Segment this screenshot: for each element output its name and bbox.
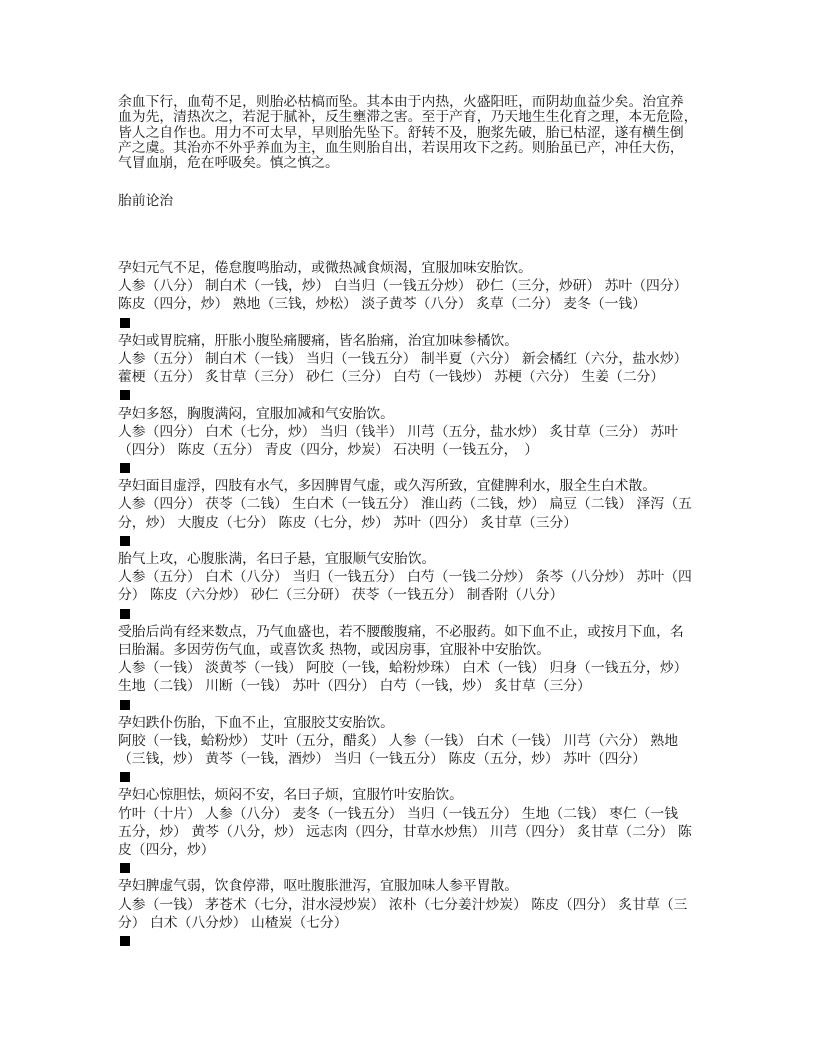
ingredient-line: 人参（五分） 制白术（一钱） 当归（一钱五分） 制半夏（六分） 新会橘红（六分，盐水炒） bbox=[118, 350, 688, 367]
intro-line: 气冒血崩，危在呼吸矣。慎之慎之。 bbox=[118, 155, 339, 172]
black-square-icon bbox=[120, 390, 130, 400]
ingredient-line: 人参（八分） 制白术（一钱，炒） 白当归（一钱五分炒） 砂仁（三分，炒研） 苏叶（四分） bbox=[118, 278, 688, 295]
indication-text: 孕妇脾虚气弱，饮食停滞，呕吐腹胀泄泻，宜服加味人参平胃散。 bbox=[118, 878, 519, 895]
intro-line: 余血下行，血荀不足，则胎必枯槁而坠。其本由于内热，火盛阳旺，而阴劫血益少矣。治宜养 bbox=[118, 94, 684, 110]
indication-text: 受胎后尚有经来数点，乃气血盛也，若不腰酸腹痛，不必服药。如下血不止，或按月下血，名 bbox=[118, 623, 684, 640]
section-separator bbox=[118, 605, 718, 623]
black-square-icon bbox=[120, 936, 130, 946]
ingredient-line: 分，炒） 大腹皮（七分） 陈皮（七分，炒） 苏叶（四分） 炙甘草（三分） bbox=[118, 514, 578, 531]
prescription-section bbox=[118, 477, 718, 550]
prescription-section bbox=[118, 714, 718, 787]
black-square-icon bbox=[120, 318, 130, 328]
ingredient-line: 人参（五分） 白术（八分） 当归（一钱五分） 白芍（一钱二分炒） 条芩（八分炒） 苏叶（四 bbox=[118, 569, 692, 586]
ingredient-line: 人参（一钱） 茅苍术（七分，泔水浸炒炭） 浓朴（七分姜汁炒炭） 陈皮（四分） 炙甘草（三 bbox=[118, 896, 688, 913]
indication-text: 孕妇心惊胆怯，烦闷不安，名曰子烦，宜服竹叶安胎饮。 bbox=[118, 787, 463, 804]
ingredient-line: 陈皮（四分，炒） 熟地（三钱，炒松） 淡子黄芩（八分） 炙草（二分） 麦冬（一钱） bbox=[118, 296, 647, 313]
prescription-section bbox=[118, 786, 718, 877]
ingredient-line: （三钱，炒） 黄芩（一钱，酒炒） 当归（一钱五分） 陈皮（五分，炒） 苏叶（四分） bbox=[118, 751, 647, 768]
ingredient-line: 分） 白术（八分炒） 山楂炭（七分） bbox=[118, 914, 348, 931]
black-square-icon bbox=[120, 536, 130, 546]
indication-text: 孕妇跌仆伤胎，下血不止，宜服胶艾安胎饮。 bbox=[118, 714, 394, 731]
prescription-section bbox=[118, 259, 718, 332]
ingredient-line: 人参（四分） 白术（七分，炒） 当归（钱半） 川芎（五分，盐水炒） 炙甘草（三分） 苏叶 bbox=[118, 423, 679, 440]
black-square-icon bbox=[120, 772, 130, 782]
black-square-icon bbox=[120, 700, 130, 710]
ingredient-line: 人参（四分） 茯苓（二钱） 生白术（一钱五分） 淮山药（二钱，炒） 扁豆（二钱） 泽泻（五 bbox=[118, 496, 692, 513]
prescription-section bbox=[118, 877, 718, 950]
prescription-list bbox=[118, 259, 718, 950]
indication-text: 孕妇元气不足，倦怠腹鸣胎动，或微热减食烦渴，宜服加味安胎饮。 bbox=[118, 260, 532, 276]
ingredient-line: 竹叶（十片） 人参（八分） 麦冬（一钱五分） 当归（一钱五分） 生地（二钱） 枣仁（一钱 bbox=[118, 805, 679, 822]
section-separator bbox=[118, 386, 718, 404]
ingredient-line: 曰胎漏。多因劳伤气血，或喜饮炙 热物，或因房事，宜服补中安胎饮。 bbox=[118, 641, 551, 658]
prescription-section bbox=[118, 405, 718, 478]
ingredient-line: 皮（四分，炒） bbox=[118, 842, 215, 858]
intro-line: 血为先，清热次之，若泥于腻补，反生壅滞之害。至于产育，乃天地生生化育之理，本无危险， bbox=[118, 109, 698, 126]
section-separator bbox=[118, 459, 718, 477]
intro-paragraph bbox=[118, 95, 718, 171]
black-square-icon bbox=[120, 609, 130, 619]
indication-text: 孕妇或胃脘痛，肝胀小腹坠痛腰痛，皆名胎痛，治宜加味参橘饮。 bbox=[118, 332, 519, 349]
ingredient-line: 分） 陈皮（六分炒） 砂仁（三分研） 茯苓（一钱五分） 制香附（八分） bbox=[118, 587, 564, 604]
intro-line: 产之虞。其治亦不外乎养血为主，血生则胎自出，若误用攻下之药。则胎虽已产，冲任大伤， bbox=[118, 139, 684, 156]
ingredient-line: 生地（二钱） 川断（一钱） 苏叶（四分） 白芍（一钱，炒） 炙甘草（三分） bbox=[118, 678, 591, 695]
ingredient-line: 藿梗（五分） 炙甘草（三分） 砂仁（三分） 白芍（一钱炒） 苏梗（六分） 生姜（二分） bbox=[118, 369, 665, 386]
ingredient-line: 五分，炒） 黄芩（八分，炒） 远志肉（四分，甘草水炒焦） 川芎（四分） 炙甘草（二分） 陈 bbox=[118, 823, 692, 840]
indication-text: 胎气上攻，心腹胀满，名曰子悬，宜服顺气安胎饮。 bbox=[118, 551, 436, 567]
section-separator bbox=[118, 532, 718, 550]
intro-line: 皆人之自作也。用力不可太早，早则胎先坠下。舒转不及，胞浆先破，胎已枯涩，遂有横生倒 bbox=[118, 124, 684, 141]
section-separator bbox=[118, 859, 718, 877]
ingredient-line: 人参（一钱） 淡黄芩（一钱） 阿胶（一钱，蛤粉炒珠） 白术（一钱） 归身（一钱五分，炒） bbox=[118, 660, 688, 677]
section-separator bbox=[118, 932, 718, 950]
section-separator bbox=[118, 768, 718, 786]
section-heading bbox=[118, 192, 718, 210]
black-square-icon bbox=[120, 863, 130, 873]
prescription-section bbox=[118, 332, 718, 405]
section-separator bbox=[118, 314, 718, 332]
prescription-section bbox=[118, 623, 718, 714]
ingredient-line: （四分） 陈皮（五分） 青皮（四分，炒炭） 石决明（一钱五分， ） bbox=[118, 441, 539, 458]
black-square-icon bbox=[120, 463, 130, 473]
prescription-section bbox=[118, 550, 718, 623]
ingredient-line: 阿胶（一钱，蛤粉炒） 艾叶（五分，醋炙） 人参（一钱） 白术（一钱） 川芎（六分） 熟地 bbox=[118, 732, 679, 749]
indication-text: 孕妇面目虚浮，四肢有水气，多因脾胃气虚，或久泻所致，宜健脾利水，服全生白术散。 bbox=[118, 478, 657, 495]
indication-text: 孕妇多怒，胸腹满闷，宜服加减和气安胎饮。 bbox=[118, 405, 394, 422]
section-separator bbox=[118, 696, 718, 714]
heading-text: 胎前论治 bbox=[118, 193, 174, 209]
